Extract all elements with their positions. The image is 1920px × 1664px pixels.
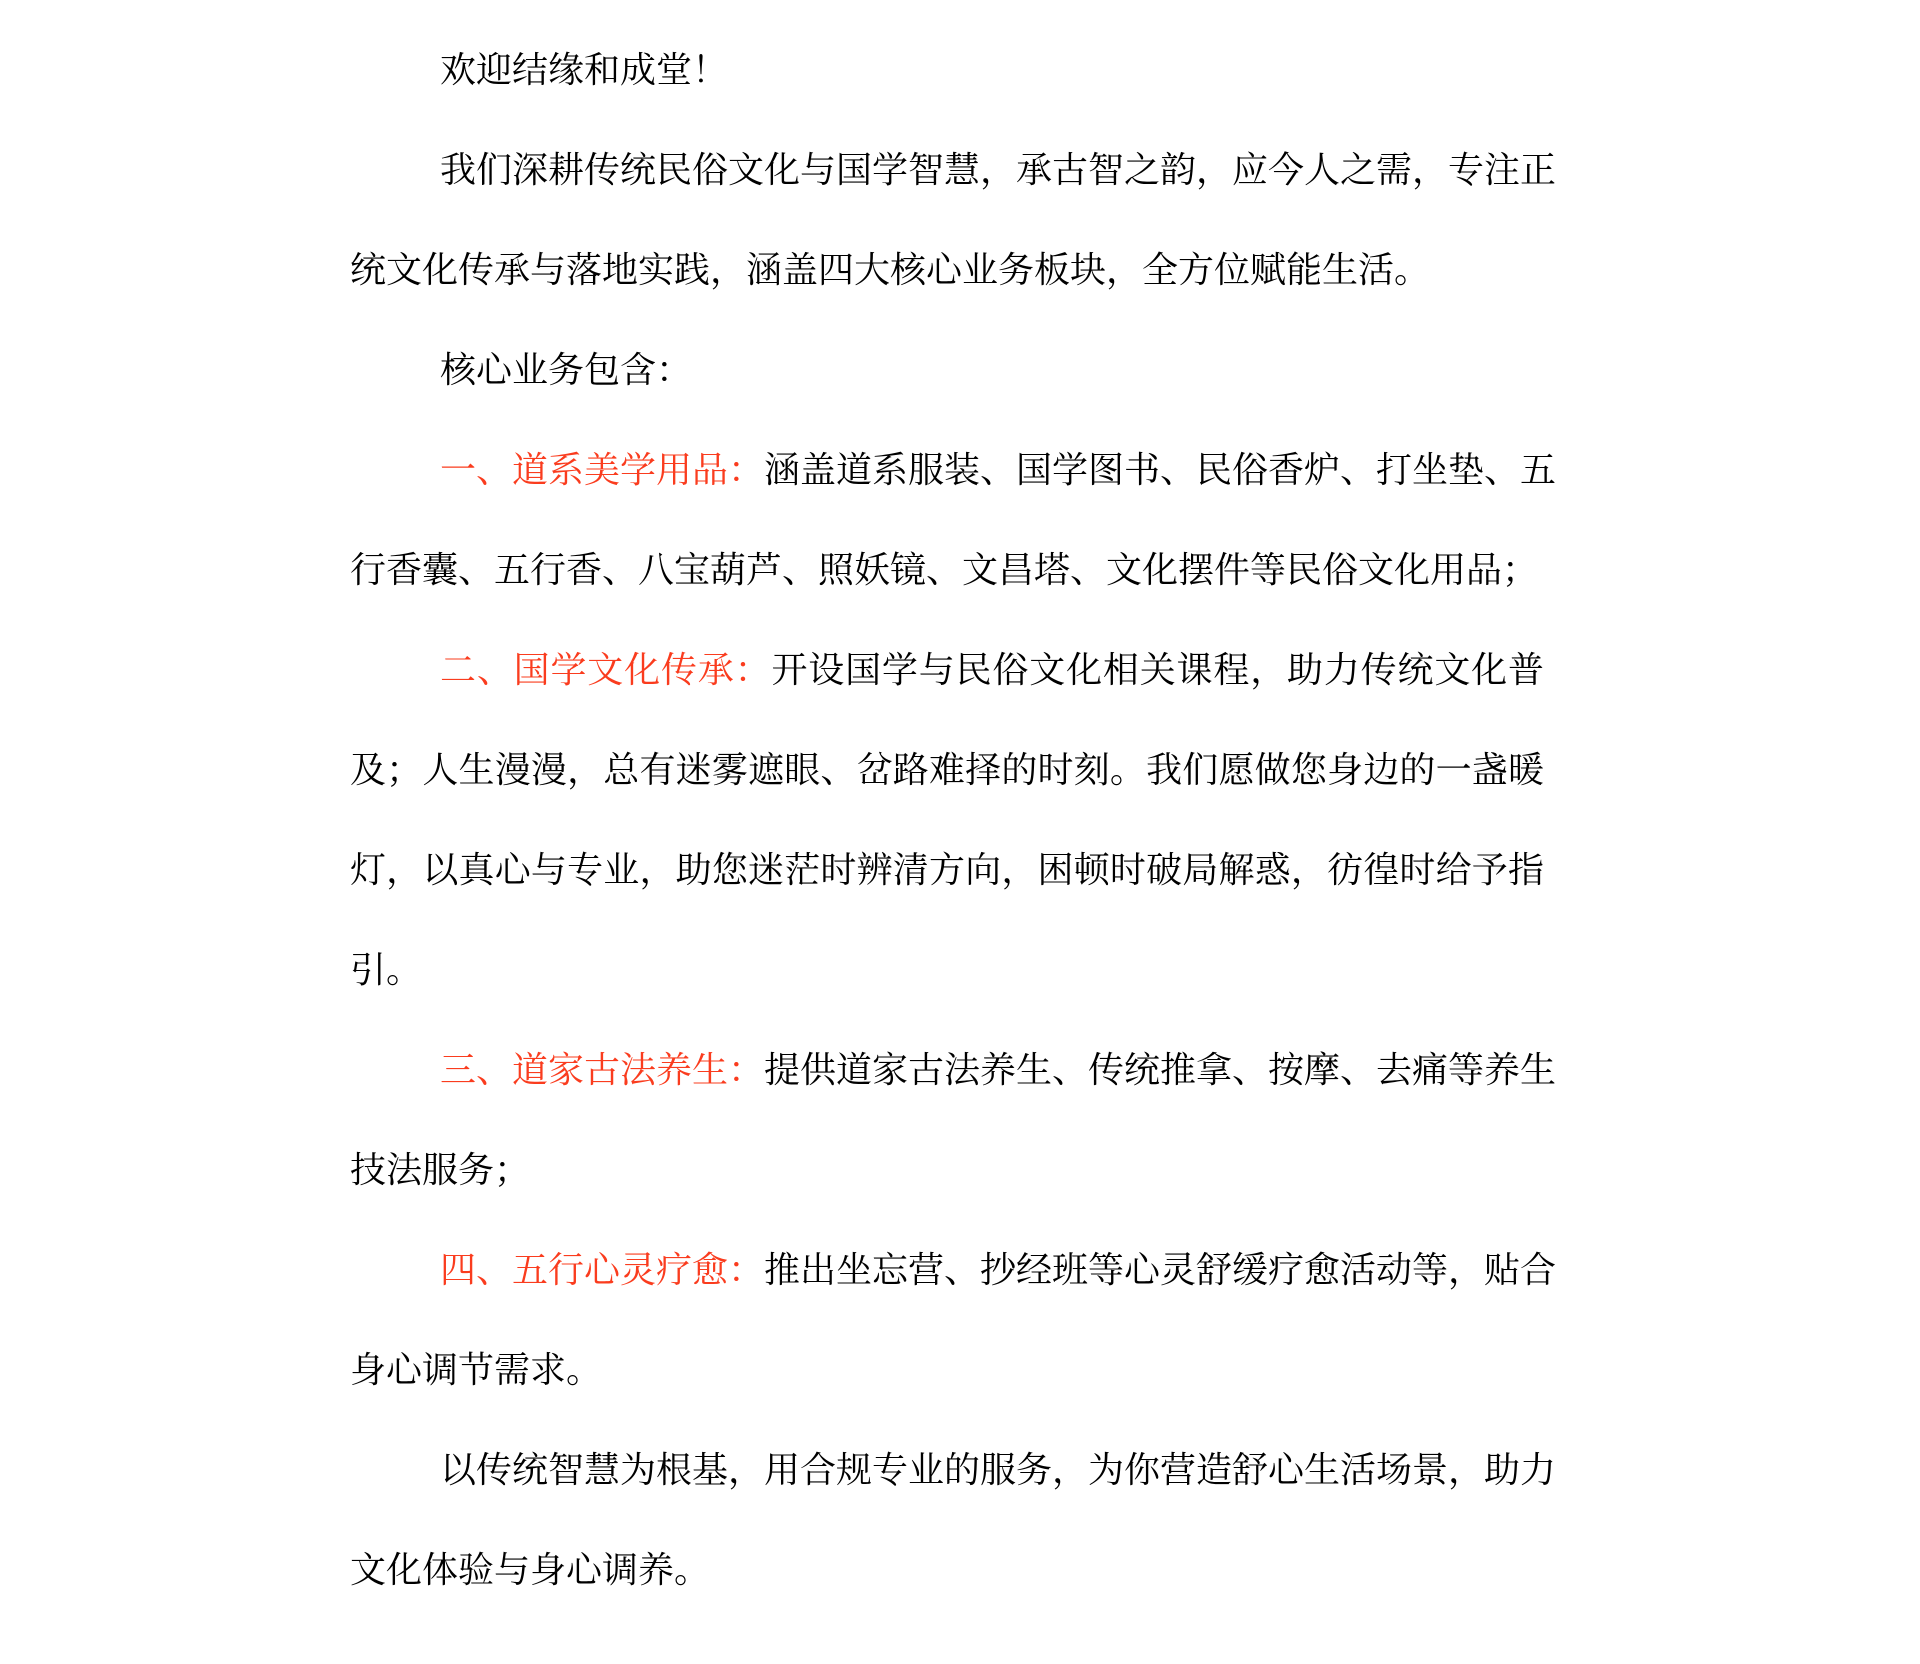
text-segment: 核心业务包含： [440, 350, 693, 390]
text-line [350, 720, 1544, 820]
section-heading-red: 三、道家古法养生： [440, 1050, 765, 1090]
paragraph [350, 1220, 1557, 1420]
paragraph [350, 1020, 1557, 1220]
text-line [350, 820, 1544, 920]
text-segment: 提供道家古法养生、传统推拿、按摩、去痛等养生 [764, 1050, 1557, 1090]
section-heading-red: 四、五行心灵疗愈： [440, 1250, 765, 1290]
text-segment: 开设国学与民俗文化相关课程，助力传统文化普 [771, 650, 1544, 690]
section-heading-red: 二、国学文化传承： [440, 650, 772, 690]
text-segment: 灯，以真心与专业，助您迷茫时辨清方向，困顿时破局解惑，彷徨时给予指 [350, 850, 1544, 890]
text-segment: 及；人生漫漫，总有迷雾遮眼、岔路难择的时刻。我们愿做您身边的一盏暖 [350, 750, 1544, 790]
text-line [350, 920, 1544, 1020]
text-line [350, 1520, 1544, 1620]
text-segment: 引。 [350, 950, 423, 990]
paragraph [350, 120, 1557, 320]
text-line [350, 120, 1557, 220]
paragraph [350, 620, 1544, 1020]
paragraph [350, 20, 1544, 120]
paragraph [350, 1420, 1557, 1620]
text-segment: 身心调节需求。 [350, 1350, 603, 1390]
text-line [350, 620, 1544, 720]
text-segment: 技法服务； [350, 1150, 531, 1190]
document-body [350, 20, 1557, 1620]
text-line [350, 20, 1544, 120]
text-line [350, 520, 1544, 620]
text-segment: 欢迎结缘和成堂！ [440, 50, 729, 90]
text-line [350, 220, 1544, 320]
text-segment: 推出坐忘营、抄经班等心灵舒缓疗愈活动等，贴合 [764, 1250, 1557, 1290]
text-line [350, 1020, 1557, 1120]
text-line [350, 1320, 1544, 1420]
paragraph [350, 320, 1544, 420]
text-segment: 行香囊、五行香、八宝葫芦、照妖镜、文昌塔、文化摆件等民俗文化用品； [350, 550, 1539, 590]
paragraph [350, 420, 1557, 620]
text-line [350, 1220, 1557, 1320]
text-segment: 统文化传承与落地实践，涵盖四大核心业务板块，全方位赋能生活。 [350, 250, 1431, 290]
text-segment: 以传统智慧为根基，用合规专业的服务，为你营造舒心生活场景，助力 [440, 1450, 1557, 1490]
text-line [350, 1120, 1544, 1220]
section-heading-red: 一、道系美学用品： [440, 450, 765, 490]
text-line [350, 1420, 1557, 1520]
text-segment: 涵盖道系服装、国学图书、民俗香炉、打坐垫、五 [764, 450, 1557, 490]
text-segment: 我们深耕传统民俗文化与国学智慧，承古智之韵，应今人之需，专注正 [440, 150, 1557, 190]
text-line [350, 420, 1557, 520]
text-line [350, 320, 1544, 420]
text-segment: 文化体验与身心调养。 [350, 1550, 711, 1590]
